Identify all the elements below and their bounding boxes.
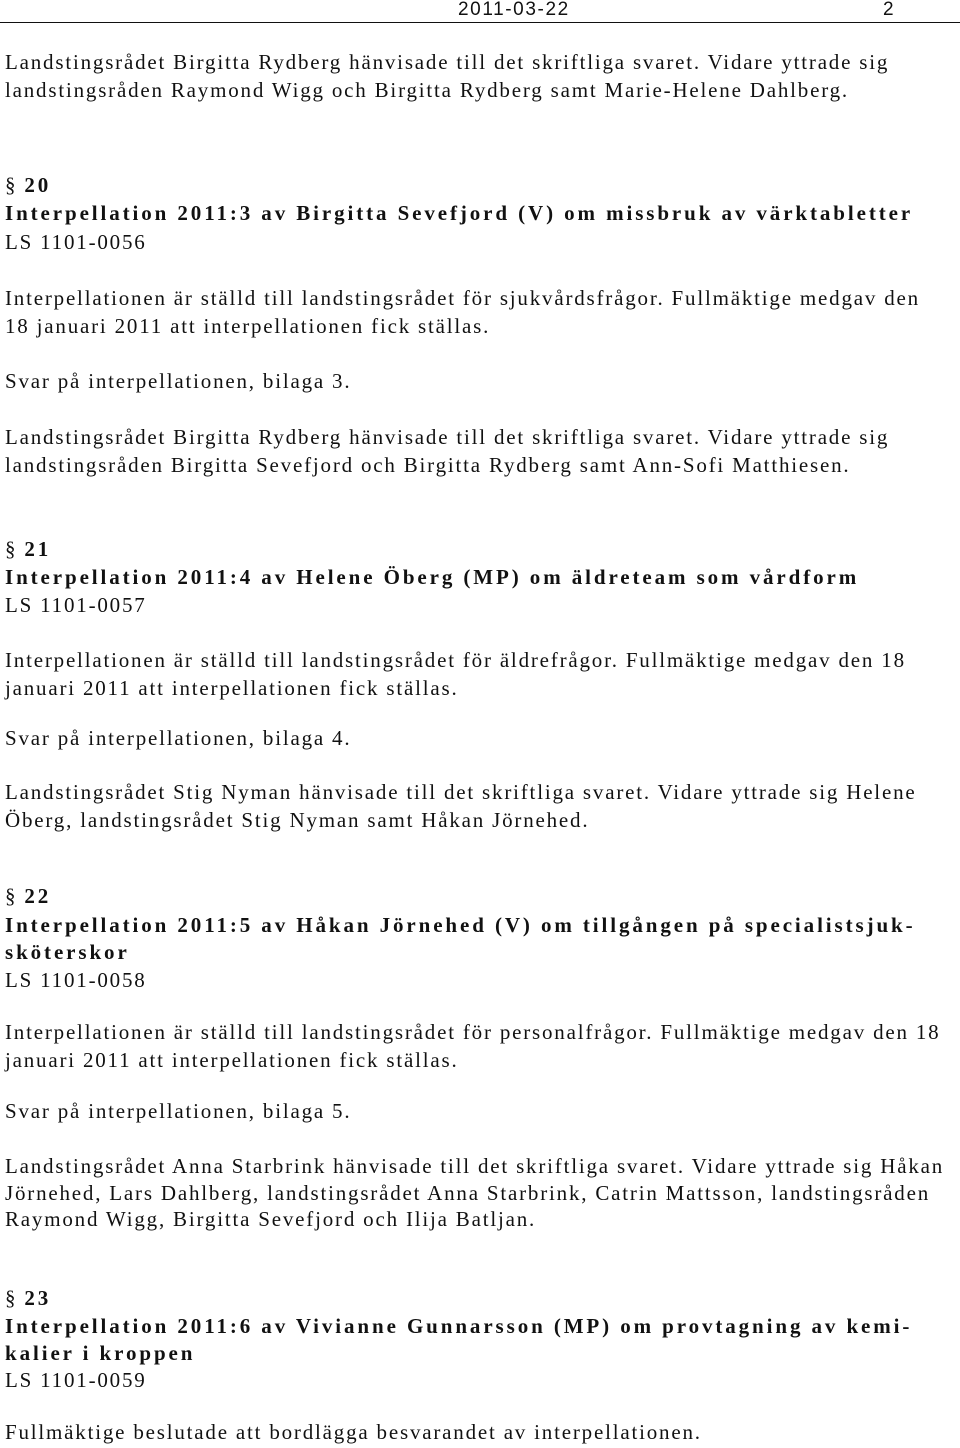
paragraph-line: Landstingsrådet Anna Starbrink hänvisade till det skriftliga svaret. Vidare yttrade sig Håkan — [5, 1154, 945, 1178]
section-title: Interpellation 2011:4 av Helene Öberg (MP) om äldreteam som vårdform — [5, 565, 860, 589]
paragraph-line: Svar på interpellationen, bilaga 4. — [5, 726, 352, 750]
paragraph-line: Interpellationen är ställd till landstingsrådet för personalfrågor. Fullmäktige medgav den 18 — [5, 1020, 941, 1044]
paragraph-line: januari 2011 att interpellationen fick ställas. — [5, 1048, 459, 1072]
paragraph-line: Svar på interpellationen, bilaga 5. — [5, 1099, 352, 1123]
paragraph-line: Svar på interpellationen, bilaga 3. — [5, 369, 352, 393]
header-date: 2011-03-22 — [458, 0, 570, 20]
section-symbol: § — [5, 537, 19, 561]
paragraph-line: Interpellationen är ställd till landstingsrådet för äldrefrågor. Fullmäktige medgav den 18 — [5, 648, 906, 672]
paragraph-line: Fullmäktige beslutade att bordlägga besvarandet av interpellationen. — [5, 1420, 702, 1444]
paragraph-line: januari 2011 att interpellationen fick ställas. — [5, 676, 459, 700]
section-title: Interpellation 2011:6 av Vivianne Gunnarsson (MP) om provtagning av kemi- — [5, 1314, 913, 1338]
section-title: Interpellation 2011:5 av Håkan Jörnehed (V) om tillgången på specialistsjuk- — [5, 913, 916, 937]
paragraph-line: 18 januari 2011 att interpellationen fick ställas. — [5, 314, 491, 338]
paragraph-line: landstingsråden Birgitta Sevefjord och Birgitta Rydberg samt Ann-Sofi Matthiesen. — [5, 453, 851, 477]
section-number: 21 — [24, 537, 52, 561]
case-reference: LS 1101-0059 — [5, 1368, 147, 1392]
section-number: 23 — [24, 1286, 52, 1310]
paragraph-line: Landstingsrådet Birgitta Rydberg hänvisade till det skriftliga svaret. Vidare yttrade sig — [5, 425, 890, 449]
case-reference: LS 1101-0056 — [5, 230, 147, 254]
page-number: 2 — [883, 0, 896, 20]
case-reference: LS 1101-0057 — [5, 593, 147, 617]
section-symbol: § — [5, 884, 19, 908]
section-symbol: § — [5, 173, 19, 197]
section-title: sköterskor — [5, 940, 130, 964]
section-title: kalier i kroppen — [5, 1341, 196, 1365]
paragraph-line: Jörnehed, Lars Dahlberg, landstingsrådet Anna Starbrink, Catrin Mattsson, landstingsråden — [5, 1181, 930, 1205]
paragraph-line: landstingsråden Raymond Wigg och Birgitta Rydberg samt Marie-Helene Dahlberg. — [5, 78, 849, 102]
section-symbol: § — [5, 1286, 19, 1310]
paragraph-line: Landstingsrådet Stig Nyman hänvisade till det skriftliga svaret. Vidare yttrade sig Helene — [5, 780, 917, 804]
paragraph-line: Interpellationen är ställd till landstingsrådet för sjukvårdsfrågor. Fullmäktige medgav den — [5, 286, 920, 310]
header-divider — [0, 22, 960, 23]
section-title: Interpellation 2011:3 av Birgitta Sevefjord (V) om missbruk av värktabletter — [5, 201, 914, 225]
paragraph-line: Öberg, landstingsrådet Stig Nyman samt Håkan Jörnehed. — [5, 808, 590, 832]
section-number: 22 — [24, 884, 52, 908]
section-heading — [5, 1284, 51, 1312]
paragraph-line: Raymond Wigg, Birgitta Sevefjord och Ilija Batljan. — [5, 1207, 537, 1231]
section-number: 20 — [24, 173, 52, 197]
paragraph-line: Landstingsrådet Birgitta Rydberg hänvisade till det skriftliga svaret. Vidare yttrade sig — [5, 50, 890, 74]
section-heading — [5, 171, 51, 199]
section-heading — [5, 882, 51, 910]
section-heading — [5, 535, 51, 563]
case-reference: LS 1101-0058 — [5, 968, 147, 992]
